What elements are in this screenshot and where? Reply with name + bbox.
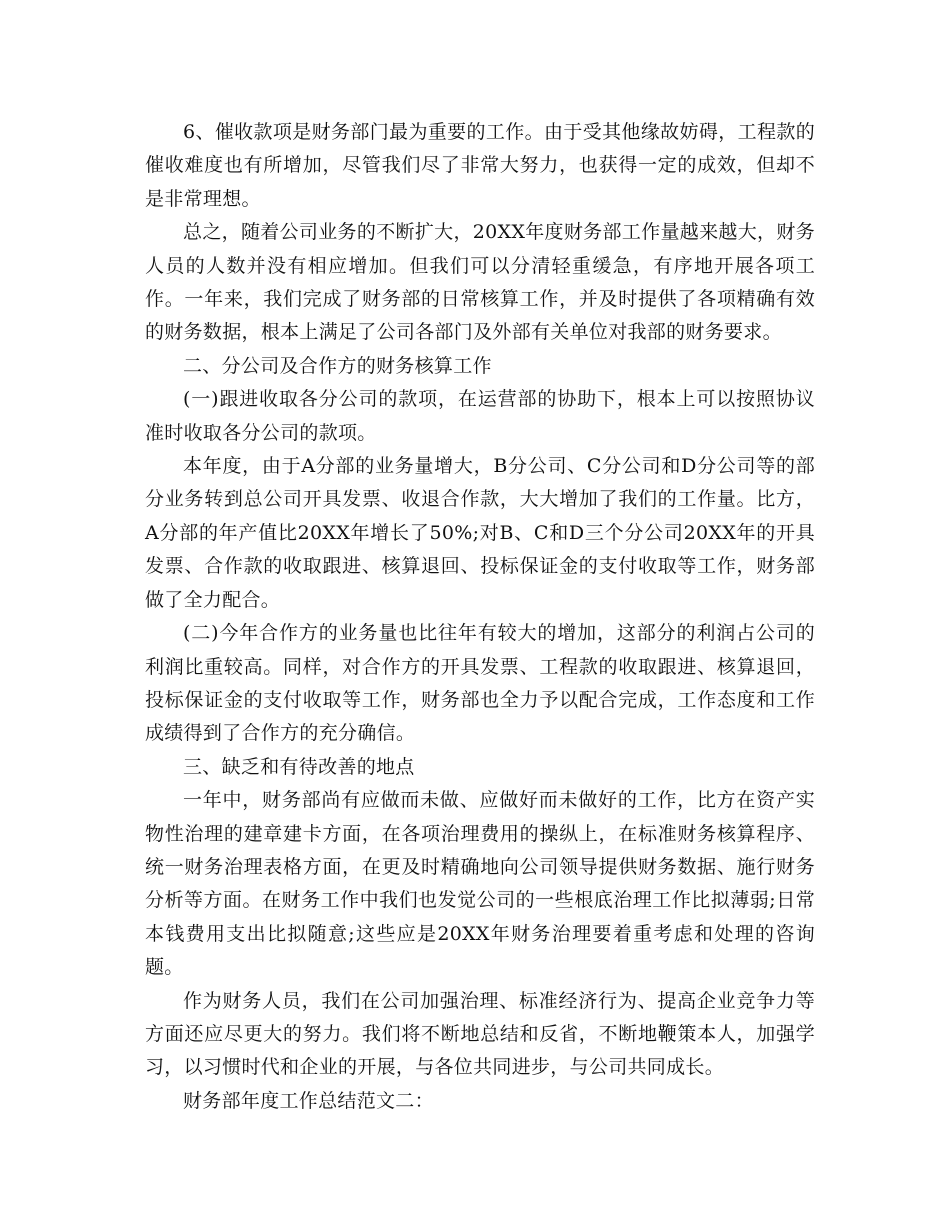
paragraph-summary: 总之，随着公司业务的不断扩大，20XX年度财务部工作量越来越大，财务人员的人数并没有相应增加。但我们可以分清轻重缓急，有序地开展各项工作。一年来，我们完成了财务部的日常核算工作，并及时提供了各项精确有效的财务数据，根本上满足了公司各部门及外部有关单位对我部的财务要求。	[145, 221, 815, 344]
paragraph-branch-payments: (一)跟进收取各分公司的款项，在运营部的协助下，根本上可以按照协议准时收取各分公司的款项。	[145, 388, 815, 444]
paragraph-outlook: 作为财务人员，我们在公司加强治理、标准经济行为、提高企业竞争力等方面还应尽更大的努力。我们将不断地总结和反省，不断地鞭策本人，加强学习，以习惯时代和企业的开展，与各位共同进步，与公司共同成长。	[145, 989, 815, 1079]
paragraph-next-sample-title: 财务部年度工作总结范文二：	[183, 1089, 434, 1112]
paragraph-shortcomings: 一年中，财务部尚有应做而未做、应做好而未做好的工作，比方在资产实物性治理的建章建卡方面，在各项治理费用的操纵上，在标准财务核算程序、统一财务治理表格方面，在更及时精确地向公司领导提供财务数据、施行财务分析等方面。在财务工作中我们也发觉公司的一些根底治理工作比拟薄弱;日常本钱费用支出比拟随意;这些应是20XX年财务治理要着重考虑和处理的咨询题。	[145, 789, 815, 979]
document-body	[145, 116, 815, 1118]
section-heading-improvements: 三、缺乏和有待改善的地点	[183, 755, 415, 778]
paragraph-annual-workload: 本年度，由于A分部的业务量增大，B分公司、C分公司和D分公司等的部分业务转到总公司开具发票、收退合作款，大大增加了我们的工作量。比方，A分部的年产值比20XX年增长了50%;对B、C和D三个分公司20XX年的开具发票、合作款的收取跟进、核算退回、投标保证金的支付收取等工作，财务部做了全力配合。	[145, 455, 815, 611]
paragraph-partner-business: (二)今年合作方的业务量也比往年有较大的增加，这部分的利润占公司的利润比重较高。同样，对合作方的开具发票、工程款的收取跟进、核算退回，投标保证金的支付收取等工作，财务部也全力予以配合完成，工作态度和工作成绩得到了合作方的充分确信。	[145, 622, 815, 745]
paragraph-collection-difficulty: 6、催收款项是财务部门最为重要的工作。由于受其他缘故妨碍，工程款的催收难度也有所增加，尽管我们尽了非常大努力，也获得一定的成效，但却不是非常理想。	[145, 121, 815, 210]
section-heading-branch-accounting: 二、分公司及合作方的财务核算工作	[183, 354, 492, 377]
